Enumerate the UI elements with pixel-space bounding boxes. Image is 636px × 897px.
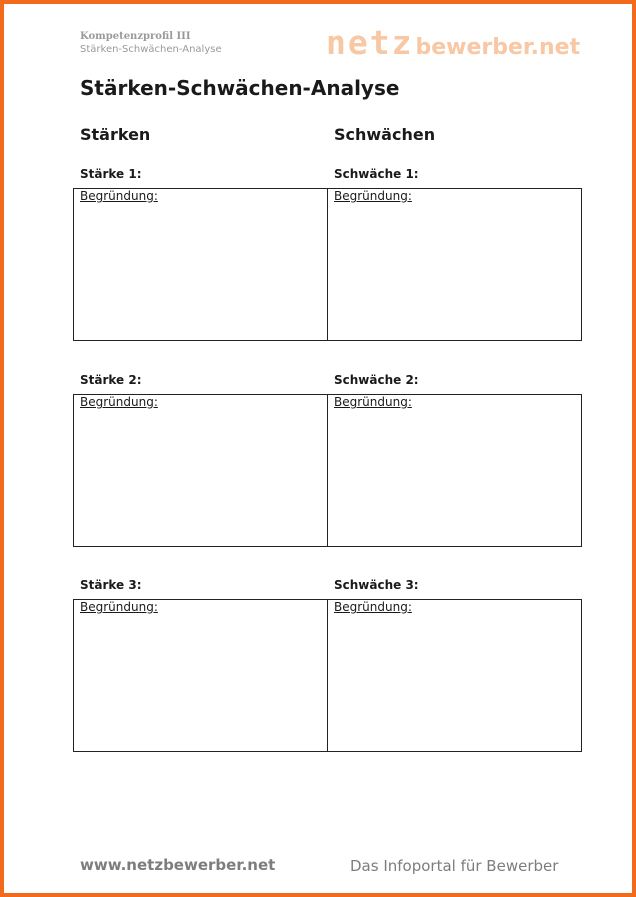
logo-netz-text: netz <box>326 23 414 62</box>
analysis-row-3 <box>73 599 582 752</box>
footer-tagline: Das Infoportal für Bewerber <box>350 857 559 875</box>
header-subtitle: Stärken-Schwächen-Analyse <box>80 44 222 55</box>
weakness-1-reason-label: Begründung: <box>334 189 412 203</box>
strength-1-label: Stärke 1: <box>80 167 142 181</box>
weakness-2-label: Schwäche 2: <box>334 373 419 387</box>
strength-3-label: Stärke 3: <box>80 578 142 592</box>
weakness-2-reason-field[interactable] <box>327 395 581 546</box>
weakness-3-reason-field[interactable] <box>327 600 581 751</box>
header-title: Kompetenzprofil III <box>80 31 191 42</box>
strengths-heading: Stärken <box>80 125 151 144</box>
strength-1-reason-field[interactable] <box>74 189 327 340</box>
weakness-2-reason-label: Begründung: <box>334 395 412 409</box>
strength-3-reason-field[interactable] <box>74 600 327 751</box>
weakness-1-label: Schwäche 1: <box>334 167 419 181</box>
footer-url: www.netzbewerber.net <box>80 856 276 874</box>
weakness-3-label: Schwäche 3: <box>334 578 419 592</box>
weakness-1-reason-field[interactable] <box>327 189 581 340</box>
analysis-row-2 <box>73 394 582 547</box>
weaknesses-heading: Schwächen <box>334 125 436 144</box>
logo-bewerber-text: bewerber.net <box>415 35 581 60</box>
strength-2-reason-field[interactable] <box>74 395 327 546</box>
strength-2-label: Stärke 2: <box>80 373 142 387</box>
netzbewerber-logo <box>326 23 581 62</box>
strength-3-reason-label: Begründung: <box>80 600 158 614</box>
strength-2-reason-label: Begründung: <box>80 395 158 409</box>
weakness-3-reason-label: Begründung: <box>334 600 412 614</box>
page-title: Stärken-Schwächen-Analyse <box>80 76 400 100</box>
analysis-row-1 <box>73 188 582 341</box>
strength-1-reason-label: Begründung: <box>80 189 158 203</box>
